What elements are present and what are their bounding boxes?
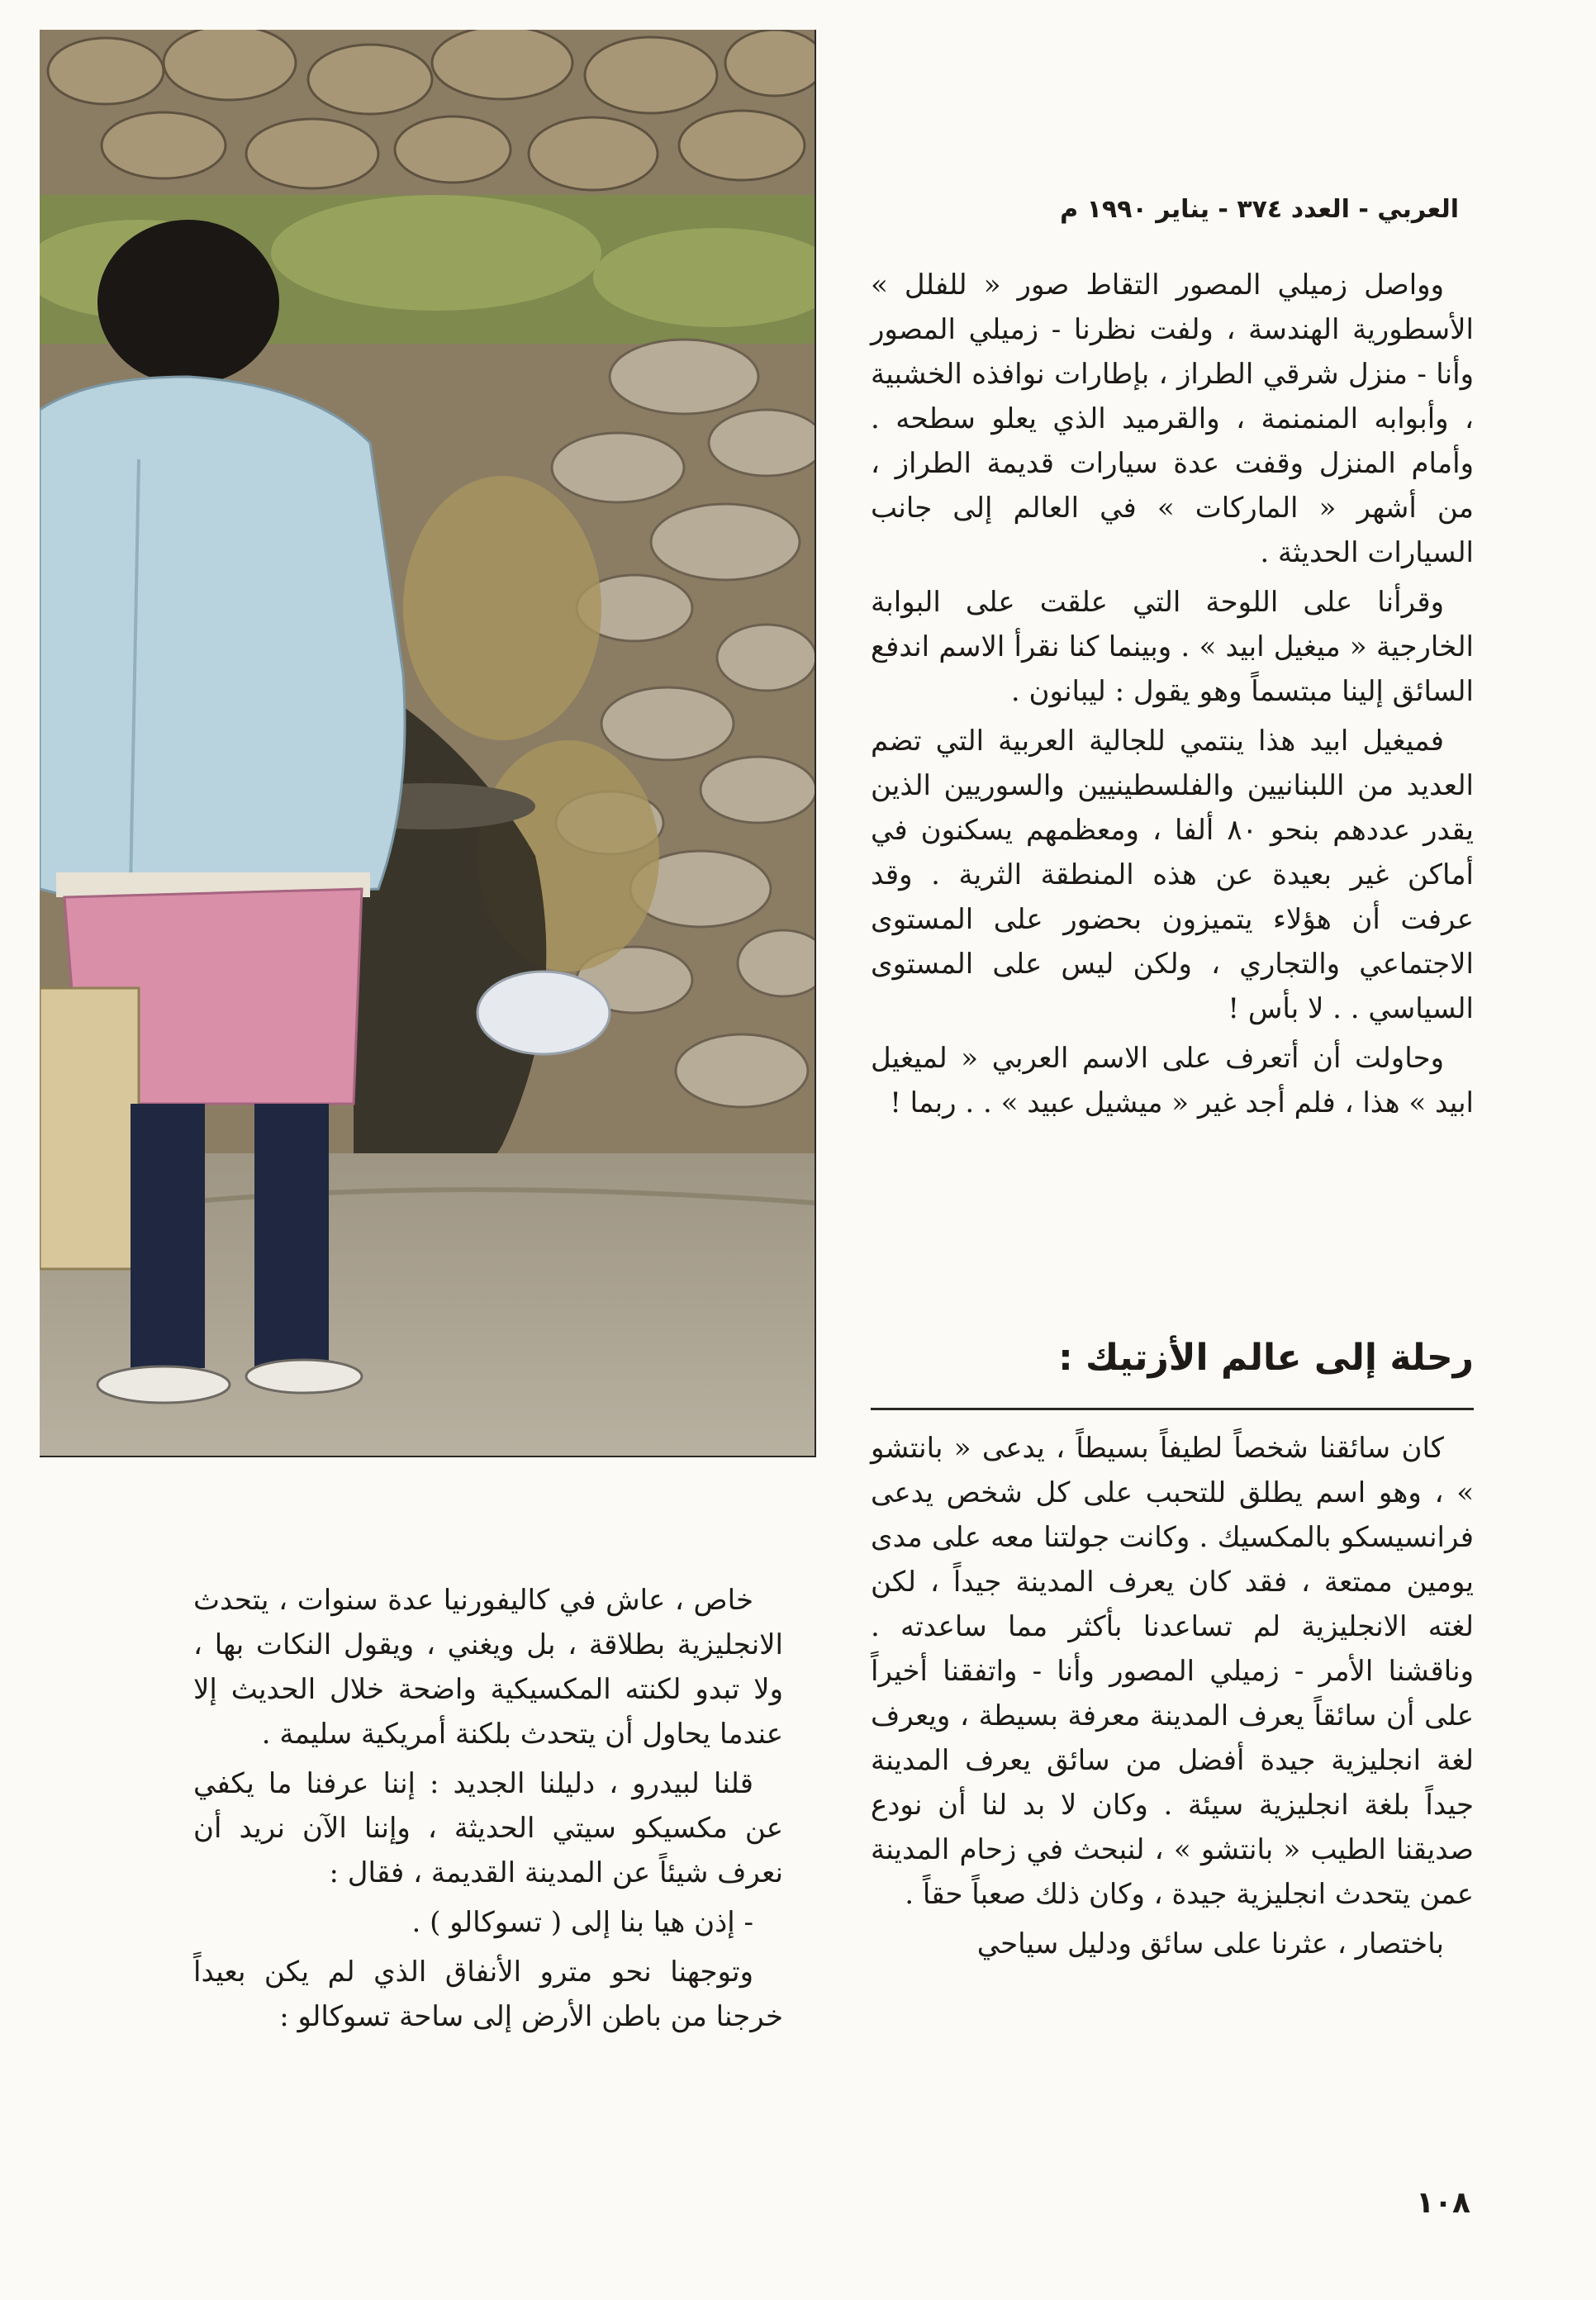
paragraph: وواصل زميلي المصور التقاط صور « للفلل » الأسطورية الهندسة ، ولفت نظرنا - زميلي المصور وأنا - منزل شرقي الطراز ، بإطارات نوافذه الخشبية ، وأبوابه المنمنمة ، والقرميد الذي يعلو سطحه . وأمام المنزل وقفت عدة سيارات قديمة الطراز ، من أشهر « الماركات » في العالم إلى جانب السيارات الحديثة . xyxy=(871,268,1474,569)
running-header: العربي - العدد ٣٧٤ - يناير ١٩٩٠ م xyxy=(1060,195,1459,224)
paragraph: وحاولت أن أتعرف على الاسم العربي « لميغيل ابيد » هذا ، فلم أجد غير « ميشيل عبيد » . . ربما ! xyxy=(871,1042,1474,1119)
article-column-right-top xyxy=(871,263,1474,1130)
paragraph: كان سائقنا شخصاً لطيفاً بسيطاً ، يدعى « بانتشو » ، وهو اسم يطلق للتحبب على كل شخص يدعى فرانسيسكو بالمكسيك . وكانت جولتنا معه على مدى يومين ممتعة ، فقد كان يعرف المدينة جيداً ، لكن لغته الانجليزية لم تساعدنا بأكثر مما ساعدته . وناقشنا الأمر - زميلي المصور وأنا - واتفقنا أخيراً على أن سائقاً يعرف المدينة معرفة بسيطة ، ويعرف لغة انجليزية جيدة أفضل من سائق يعرف المدينة جيداً بلغة انجليزية سيئة . وكان لا بد لنا أن نودع صديقنا الطيب « بانتشو » ، لنبحث في زحام المدينة عمن يتحدث انجليزية جيدة ، وكان ذلك صعباً حقاً . xyxy=(871,1432,1474,1911)
paragraph: وتوجهنا نحو مترو الأنفاق الذي لم يكن بعيداً خرجنا من باطن الأرض إلى ساحة تسوكالو : xyxy=(193,1955,783,2033)
paragraph: وقرأنا على اللوحة التي علقت على البوابة الخارجية « ميغيل ابيد » . وبينما كنا نقرأ الاسم اندفع السائق إلينا مبتسماً وهو يقول : ليبانون . xyxy=(871,586,1474,708)
article-column-right-bottom xyxy=(871,1426,1474,1971)
page-number: ١٠٨ xyxy=(1416,2186,1470,2220)
paragraph: خاص ، عاش في كاليفورنيا عدة سنوات ، يتحدث الانجليزية بطلاقة ، بل ويغني ، ويقول النكات بها ، ولا تبدو لكنته المكسيكية واضحة خلال الحديث إلا عندما يحاول أن يتحدث بلكنة أمريكية سليمة . xyxy=(193,1584,784,1751)
paragraph: قلنا لبيدرو ، دليلنا الجديد : إننا عرفنا ما يكفي عن مكسيكو سيتي الحديثة ، وإننا الآن نريد أن نعرف شيئاً عن المدينة القديمة ، فقال : xyxy=(193,1767,783,1889)
section-heading: رحلة إلى عالم الأزتيك : xyxy=(1058,1337,1474,1379)
paragraph: فميغيل ابيد هذا ينتمي للجالية العربية التي تضم العديد من اللبنانيين والفلسطينيين والسوريين الذين يقدر عددهم بنحو ٨٠ ألفا ، ومعظمهم يسكنون في أماكن غير بعيدة عن هذه المنطقة الثرية . وقد عرفت أن هؤلاء يتميزون بحضور على المستوى الاجتماعي والتجاري ، ولكن ليس على المستوى السياسي . . لا بأس ! xyxy=(871,725,1474,1025)
heading-divider xyxy=(871,1408,1474,1410)
paragraph: باختصار ، عثرنا على سائق ودليل سياحي xyxy=(976,1927,1444,1960)
paragraph: - إذن هيا بنا إلى ( تسوكالو ) . xyxy=(411,1906,753,1939)
article-column-left-bottom xyxy=(193,1578,783,2044)
article-photo xyxy=(40,30,816,1457)
